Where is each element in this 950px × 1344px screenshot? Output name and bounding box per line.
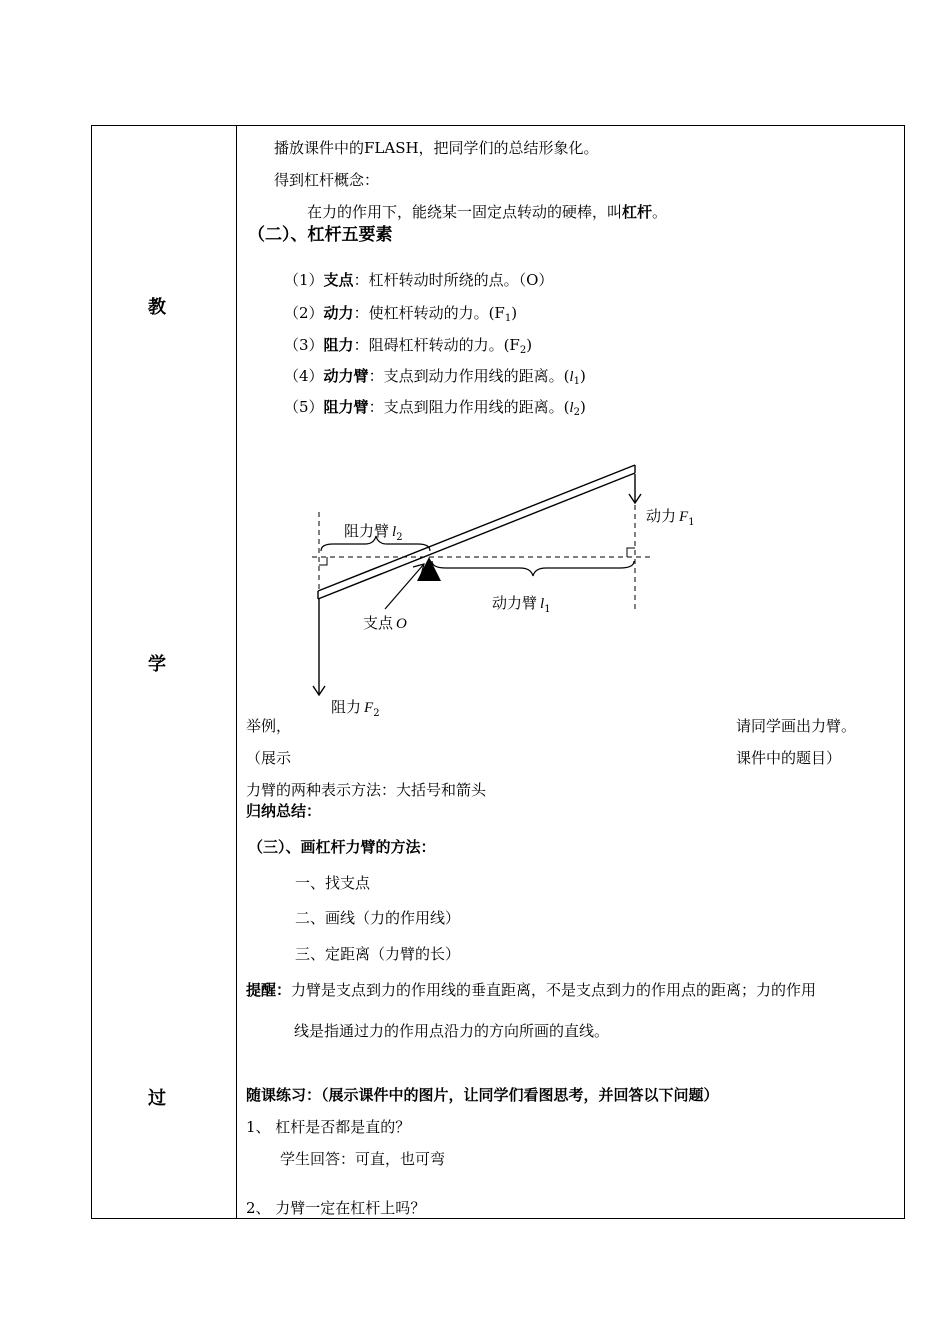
practice-title: 随课练习：（展示课件中的图片，让同学们看图思考，并回答以下问题）	[246, 1086, 719, 1104]
arm-representation-methods: 力臂的两种表示方法：大括号和箭头	[246, 781, 487, 799]
example-right-2: 课件中的题目）	[736, 749, 842, 767]
example-left-2: （展示	[246, 749, 292, 767]
resistance-force-label: 阻力 $F_2$	[331, 698, 380, 719]
reminder-line-2: 线是指通过力的作用点沿力的方向所画的直线。	[294, 1022, 610, 1040]
lever-definition: 在力的作用下，能绕某一固定点转动的硬棒，叫杠杆。	[307, 203, 668, 221]
right-angle-mark-right	[627, 548, 635, 557]
element-item-3: （3）阻力：阻碍杠杆转动的力。$(F_2)$	[284, 336, 533, 356]
example-left-1: 举例，	[246, 717, 292, 735]
element-item-1: （1）支点：杠杆转动时所绕的点。（O）	[284, 271, 554, 289]
side-label-jiao: 教	[148, 297, 166, 318]
effort-arm-brace	[432, 561, 634, 576]
summary-heading: 归纳总结：	[246, 802, 322, 820]
side-label-xue: 学	[148, 654, 166, 675]
element-item-2: （2）动力：使杠杆转动的力。$(F_1)$	[284, 304, 518, 324]
intro-line-1: 播放课件中的FLASH，把同学们的总结形象化。	[274, 139, 599, 157]
practice-question-2: 2、 力臂一定在杠杆上吗？	[246, 1199, 426, 1217]
fulcrum-triangle	[417, 557, 441, 581]
resistance-arm-label: 阻力臂 $l_2$	[344, 522, 403, 543]
element-item-4: （4）动力臂：支点到动力作用线的距离。$(l_1)$	[284, 367, 586, 387]
fulcrum-label: 支点 O	[363, 614, 407, 632]
method-step-1: 一、找支点	[295, 874, 371, 892]
reminder-line-1: 提醒：力臂是支点到力的作用线的垂直距离，不是支点到力的作用点的距离；力的作用	[246, 981, 817, 999]
effort-force-label: 动力 $F_1$	[646, 507, 695, 528]
practice-question-1: 1、 杠杆是否都是直的？	[246, 1118, 411, 1136]
intro-line-2: 得到杠杆概念：	[274, 171, 380, 189]
practice-answer-1: 学生回答：可直，也可弯	[280, 1150, 446, 1168]
side-label-guo: 过	[148, 1088, 166, 1109]
element-item-5: （5）阻力臂：支点到阻力作用线的距离。$(l_2)$	[284, 398, 586, 418]
effort-arm-label: 动力臂 $l_1$	[492, 594, 551, 615]
method-step-3: 三、定距离（力臂的长）	[295, 945, 461, 963]
section2-title: （二）、杠杆五要素	[248, 225, 393, 245]
section3-title: （三）、画杠杆力臂的方法：	[248, 838, 436, 856]
method-step-2: 二、画线（力的作用线）	[295, 909, 461, 927]
example-right-1: 请同学画出力臂。	[736, 717, 857, 735]
right-angle-mark-left	[319, 557, 327, 565]
